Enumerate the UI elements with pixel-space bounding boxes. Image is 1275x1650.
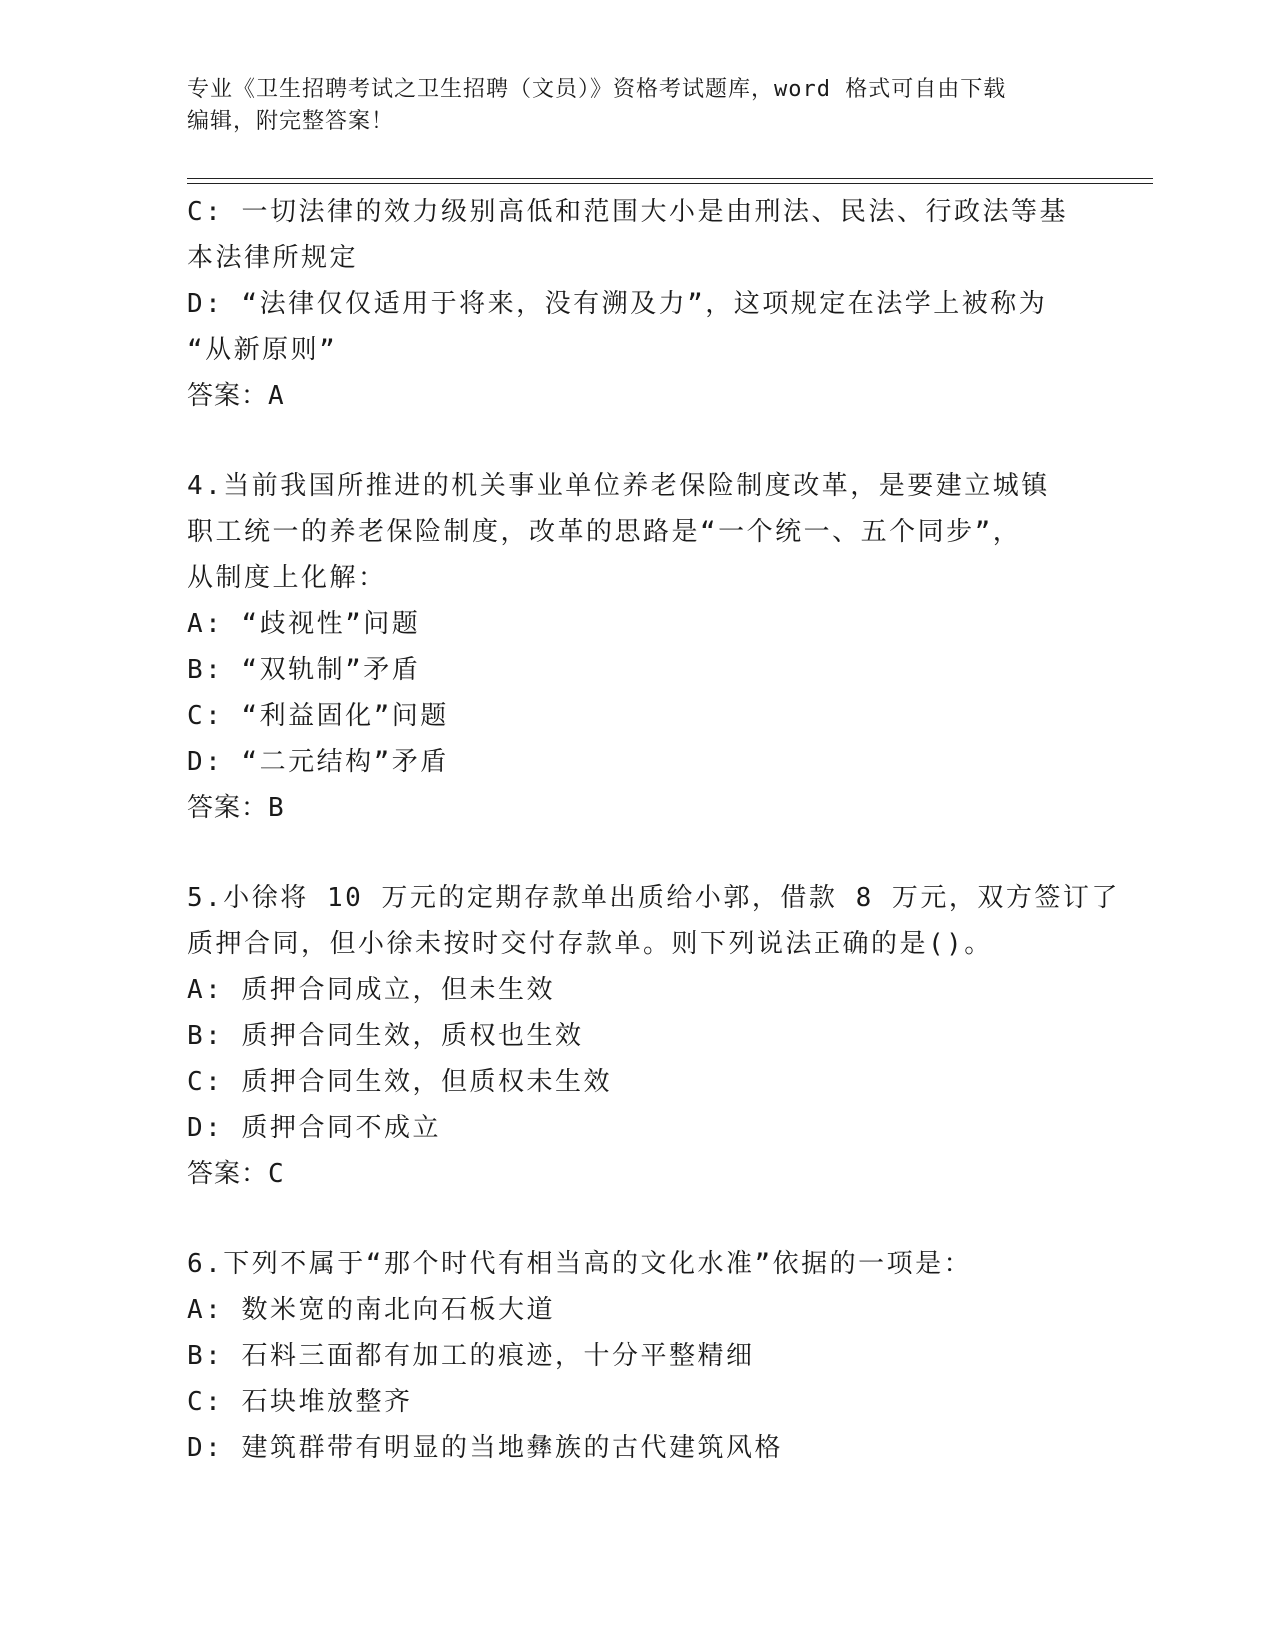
- question-stem-line: 6.下列不属于“那个时代有相当高的文化水准”依据的一项是：: [187, 1249, 973, 1279]
- answer-value: C: [268, 1159, 285, 1189]
- option-b: B: 质押合同生效，质权也生效: [187, 1021, 584, 1051]
- header-rule-top: [187, 178, 1153, 179]
- option-d: D: “二元结构”矛盾: [187, 747, 449, 777]
- option-a: A: 质押合同成立，但未生效: [187, 975, 555, 1005]
- question-6: [187, 1241, 1137, 1471]
- option-b: B: 石料三面都有加工的痕迹，十分平整精细: [187, 1341, 755, 1371]
- answer-value: B: [268, 793, 285, 823]
- question-stem-line: 职工统一的养老保险制度，改革的思路是“一个统一、五个同步”，: [187, 517, 1022, 547]
- answer-line: [187, 373, 1137, 419]
- option-line: “从新原则”: [187, 335, 338, 365]
- question-stem-line: 4.当前我国所推进的机关事业单位养老保险制度改革，是要建立城镇: [187, 471, 1050, 501]
- spacer: [187, 419, 1137, 463]
- question-4: [187, 463, 1137, 831]
- answer-line: [187, 785, 1137, 831]
- option-d: D: 质押合同不成立: [187, 1113, 441, 1143]
- option-line: D: “法律仅仅适用于将来，没有溯及力”，这项规定在法学上被称为: [187, 289, 1048, 319]
- answer-line: [187, 1151, 1137, 1197]
- option-c: C: 石块堆放整齐: [187, 1387, 413, 1417]
- option-a: A: “歧视性”问题: [187, 609, 421, 639]
- answer-label: 答案：: [187, 381, 269, 411]
- option-c: C: “利益固化”问题: [187, 701, 449, 731]
- answer-value: A: [268, 381, 285, 411]
- option-line: 本法律所规定: [187, 243, 359, 273]
- answer-label: 答案：: [187, 1159, 269, 1189]
- header-line-1: 专业《卫生招聘考试之卫生招聘（文员）》资格考试题库，word 格式可自由下载: [187, 77, 1007, 102]
- page-header: [187, 74, 1087, 138]
- spacer: [187, 1197, 1137, 1241]
- question-continued: [187, 189, 1137, 419]
- answer-label: 答案：: [187, 793, 269, 823]
- question-content: [187, 189, 1137, 1471]
- option-d: D: 建筑群带有明显的当地彝族的古代建筑风格: [187, 1433, 783, 1463]
- option-line: C: 一切法律的效力级别高低和范围大小是由刑法、民法、行政法等基: [187, 197, 1068, 227]
- option-b: B: “双轨制”矛盾: [187, 655, 421, 685]
- spacer: [187, 831, 1137, 875]
- header-line-2: 编辑，附完整答案！: [187, 109, 395, 134]
- question-stem-line: 从制度上化解：: [187, 563, 387, 593]
- question-stem-line: 质押合同，但小徐未按时交付存款单。则下列说法正确的是()。: [187, 929, 993, 959]
- option-a: A: 数米宽的南北向石板大道: [187, 1295, 555, 1325]
- option-c: C: 质押合同生效，但质权未生效: [187, 1067, 612, 1097]
- question-5: [187, 875, 1137, 1197]
- question-stem-line: 5.小徐将 10 万元的定期存款单出质给小郭，借款 8 万元，双方签订了: [187, 883, 1120, 913]
- header-rule-bottom: [187, 183, 1153, 184]
